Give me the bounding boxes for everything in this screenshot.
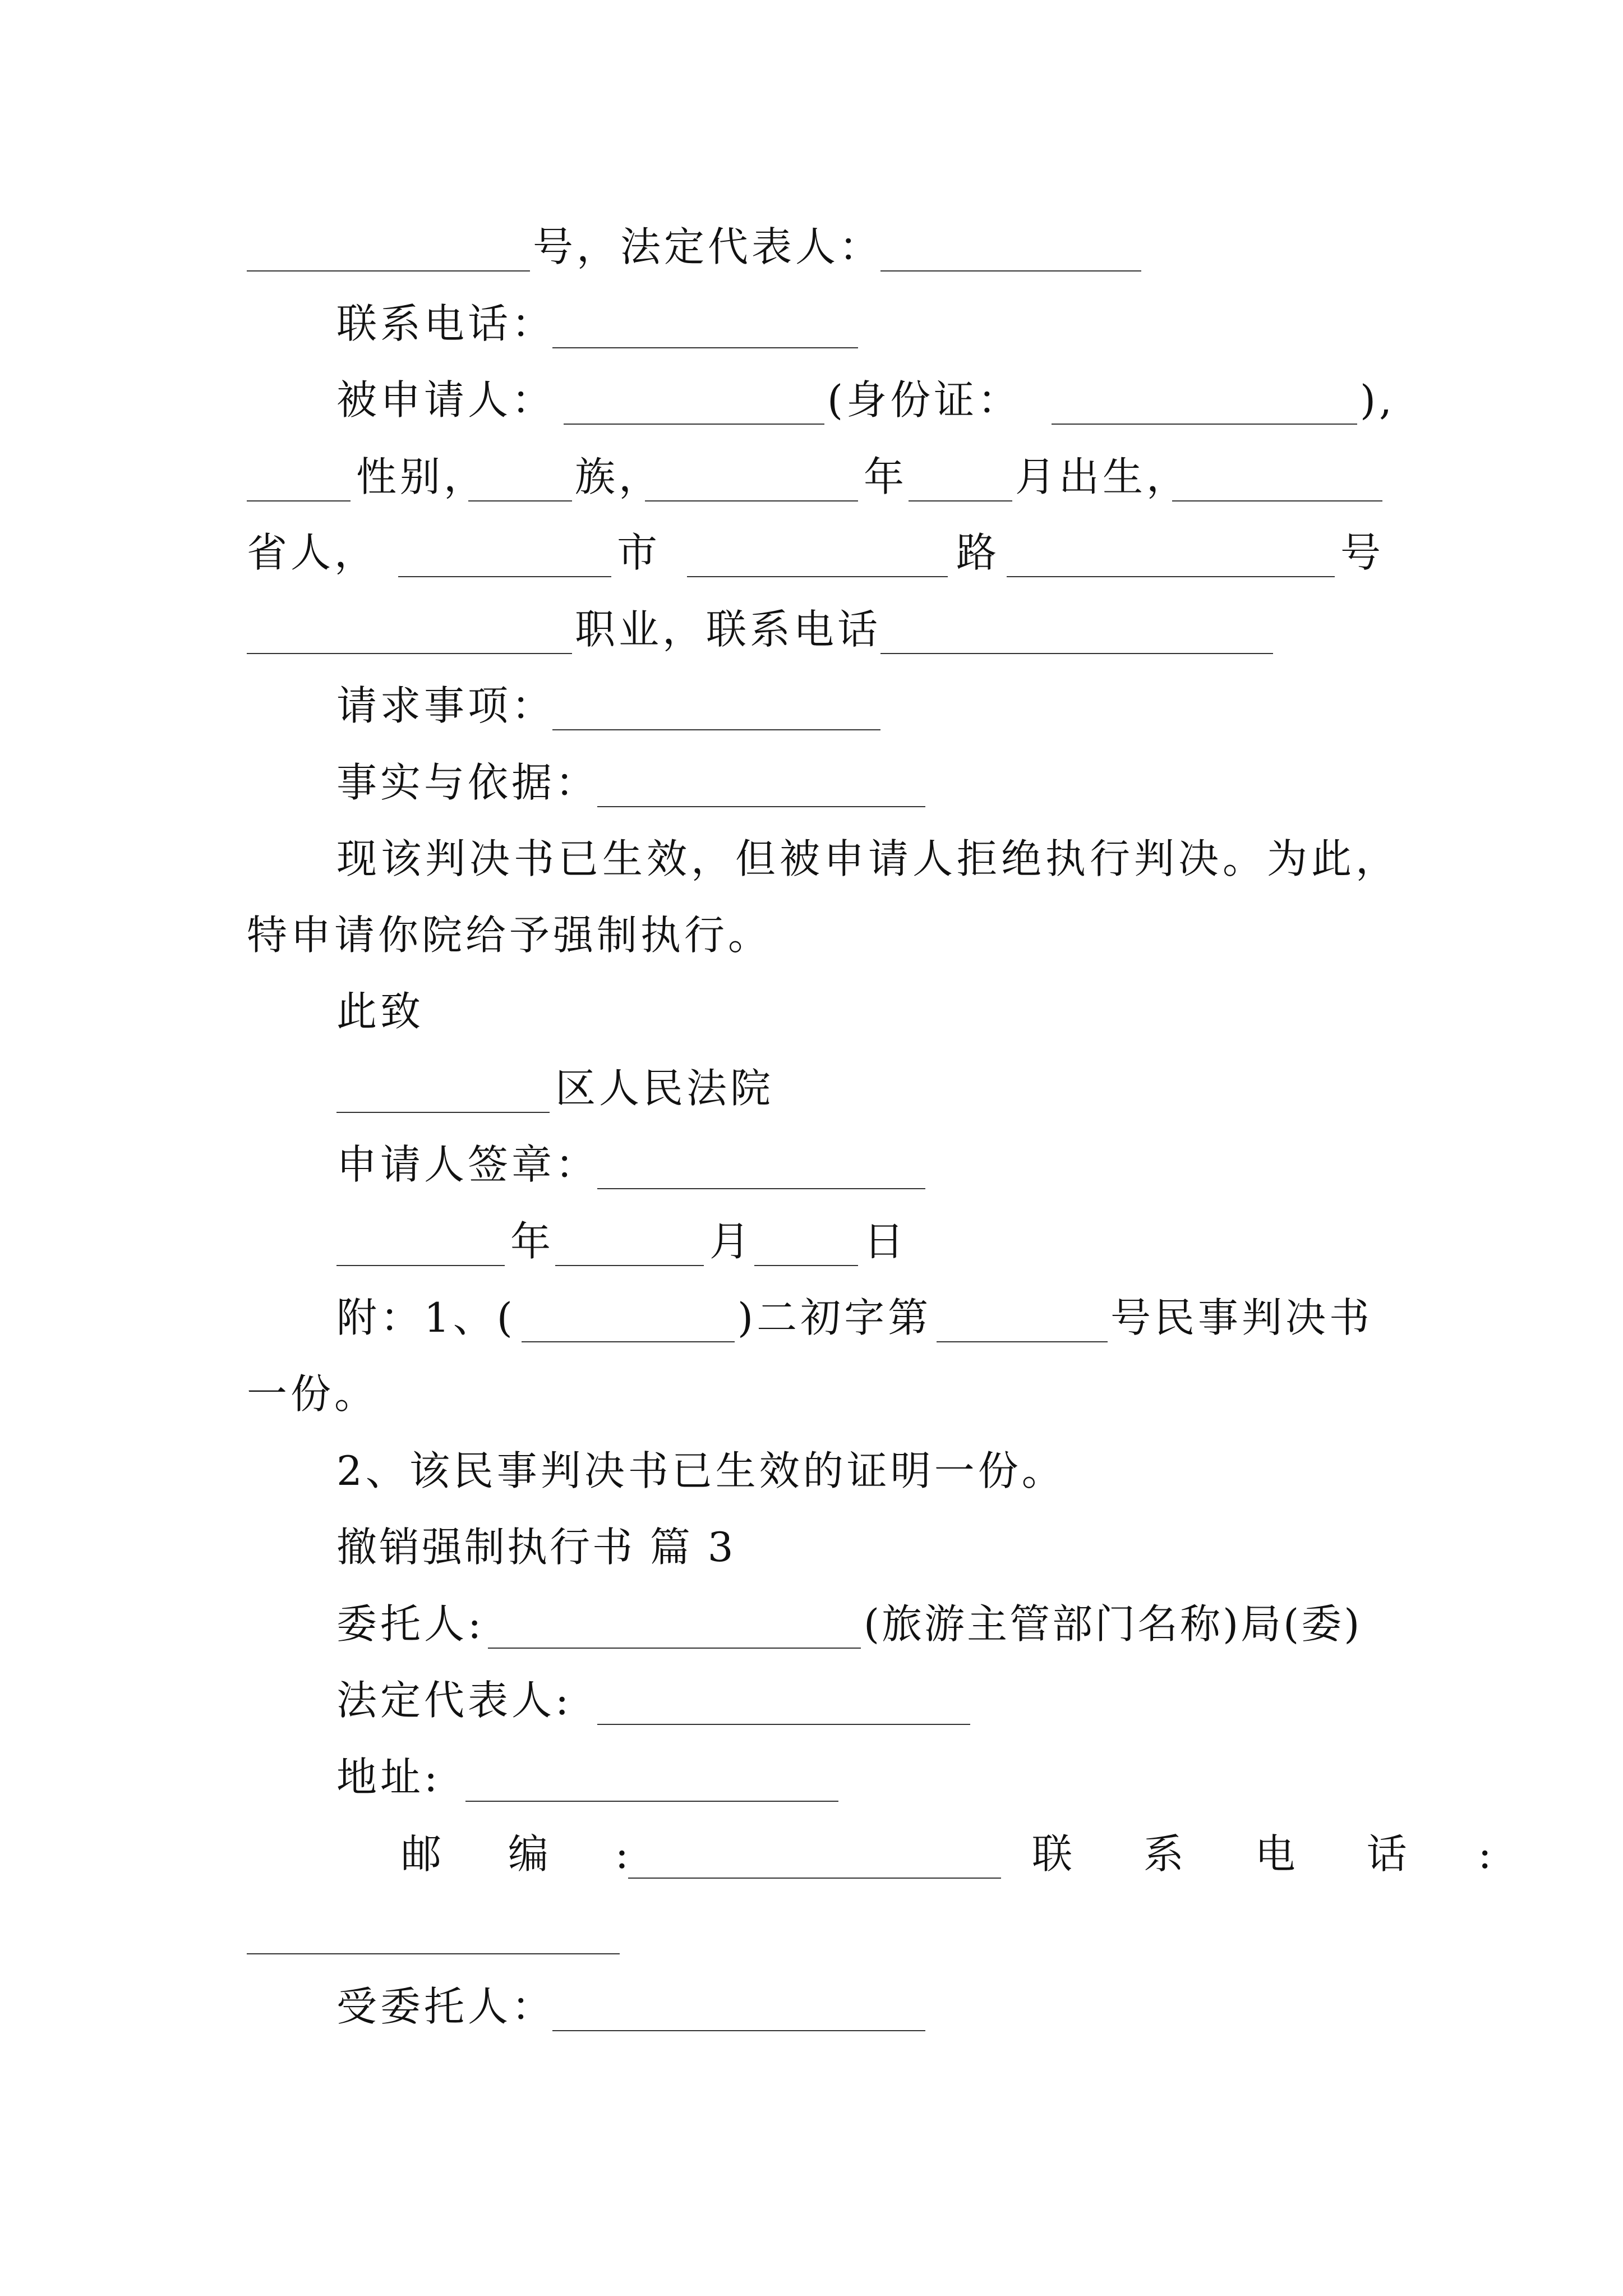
birth-month-blank[interactable] xyxy=(909,457,1012,497)
date-day-label: 日 xyxy=(864,1218,908,1265)
respondent-line xyxy=(0,369,1623,431)
road-label: 路 xyxy=(956,529,1000,576)
respondent-label: 被申请人： xyxy=(336,376,556,424)
address-2-line xyxy=(0,1746,1623,1808)
address-2-blank[interactable] xyxy=(465,1757,838,1797)
signature-label: 申请人签章： xyxy=(336,1141,600,1188)
facts-label: 事实与依据： xyxy=(336,759,600,806)
legal-rep-2-line xyxy=(0,1669,1623,1731)
postcode-label: 邮 编 : xyxy=(401,1830,656,1878)
number-blank[interactable] xyxy=(1007,532,1335,573)
date-line xyxy=(0,1211,1623,1272)
ethnicity-blank[interactable] xyxy=(468,457,572,497)
judgment-label: 号民事判决书 xyxy=(1110,1294,1373,1341)
respondent-blank[interactable] xyxy=(564,380,824,420)
principal-line xyxy=(0,1593,1623,1655)
section-title-line xyxy=(0,1516,1623,1578)
case-number-blank[interactable] xyxy=(937,1297,1108,1338)
attachment-line-3 xyxy=(0,1440,1623,1502)
case-prefix-label: )二初字第 xyxy=(737,1294,932,1341)
signature-line xyxy=(0,1134,1623,1195)
date-month-label: 月 xyxy=(709,1218,754,1265)
agent-line xyxy=(0,1976,1623,2037)
date-year-blank[interactable] xyxy=(336,1221,505,1262)
month-born-label: 月出生， xyxy=(1015,453,1191,500)
city-blank[interactable] xyxy=(398,532,611,573)
phone-line xyxy=(0,293,1623,355)
address-line xyxy=(0,522,1623,583)
address-2-label: 地址: xyxy=(336,1754,441,1801)
legal-rep-blank[interactable] xyxy=(880,227,1141,267)
salutation-line xyxy=(0,981,1623,1042)
statement-line-2 xyxy=(0,904,1623,966)
case-year-blank[interactable] xyxy=(522,1297,735,1338)
id-card-blank[interactable] xyxy=(1052,380,1357,420)
signature-blank[interactable] xyxy=(597,1144,925,1185)
statement-line-1 xyxy=(0,828,1623,890)
court-line xyxy=(0,1057,1623,1119)
birth-year-blank[interactable] xyxy=(645,457,858,497)
gender-blank[interactable] xyxy=(247,457,351,497)
claims-line xyxy=(0,675,1623,737)
contact-phone-blank-line xyxy=(0,1899,1623,1961)
attachment-line-1 xyxy=(0,1287,1623,1349)
claims-blank[interactable] xyxy=(552,685,880,726)
court-label: 区人民法院 xyxy=(555,1065,774,1112)
province-label: 省人， xyxy=(247,529,379,576)
legal-rep-line xyxy=(0,216,1623,278)
legal-rep-2-label: 法定代表人: xyxy=(336,1677,573,1724)
principal-dept-label: (旅游主管部门名称)局(委) xyxy=(864,1600,1362,1648)
phone-blank[interactable] xyxy=(552,303,858,344)
ethnicity-label: 族， xyxy=(575,453,663,500)
occupation-phone-label: 职业，联系电话 xyxy=(575,606,882,653)
claims-label: 请求事项： xyxy=(336,682,556,729)
id-card-close: ), xyxy=(1360,376,1395,424)
legal-rep-label: 号，法定代表人： xyxy=(533,223,883,270)
principal-blank[interactable] xyxy=(488,1604,861,1644)
statement-text-2: 特申请你院给予强制执行。 xyxy=(247,912,772,959)
agent-blank[interactable] xyxy=(552,1986,925,2027)
road-blank[interactable] xyxy=(687,532,948,573)
birthplace-blank[interactable] xyxy=(1172,457,1382,497)
address-number-blank[interactable] xyxy=(247,227,530,267)
phone-label: 联系电话： xyxy=(336,300,556,347)
attachment-line-2 xyxy=(0,1363,1623,1425)
city-label: 市 xyxy=(617,529,661,576)
date-year-label: 年 xyxy=(510,1218,555,1265)
facts-blank[interactable] xyxy=(597,762,925,803)
statement-text-1: 现该判决书已生效，但被申请人拒绝执行判决。为此， xyxy=(336,835,1400,882)
gender-line xyxy=(0,446,1623,508)
facts-line xyxy=(0,752,1623,813)
salutation-text: 此致 xyxy=(336,988,425,1035)
attachment-label: 附：1、( xyxy=(336,1294,516,1341)
number-label: 号 xyxy=(1340,529,1385,576)
contact-phone-blank[interactable] xyxy=(247,1910,620,1950)
occupation-phone-blank[interactable] xyxy=(880,609,1273,650)
gender-label: 性别， xyxy=(356,453,488,500)
postcode-blank[interactable] xyxy=(628,1834,1001,1874)
section-title: 撤销强制执行书 篇 3 xyxy=(336,1524,736,1571)
occupation-line xyxy=(0,599,1623,660)
principal-label: 委托人: xyxy=(336,1600,485,1648)
agent-label: 受委托人： xyxy=(336,1983,556,2030)
attachment-2-text: 2、该民事判决书已生效的证明一份。 xyxy=(336,1447,1066,1494)
occupation-blank[interactable] xyxy=(247,609,572,650)
date-month-blank[interactable] xyxy=(555,1221,704,1262)
contact-phone-label: 联 系 电 话 : xyxy=(1032,1830,1521,1878)
one-copy-text: 一份。 xyxy=(247,1370,379,1418)
legal-rep-2-blank[interactable] xyxy=(597,1680,970,1720)
id-card-label: (身份证： xyxy=(827,376,1022,424)
postcode-line xyxy=(0,1823,1623,1885)
court-district-blank[interactable] xyxy=(336,1068,550,1108)
date-day-blank[interactable] xyxy=(754,1221,858,1262)
year-label: 年 xyxy=(864,453,908,500)
